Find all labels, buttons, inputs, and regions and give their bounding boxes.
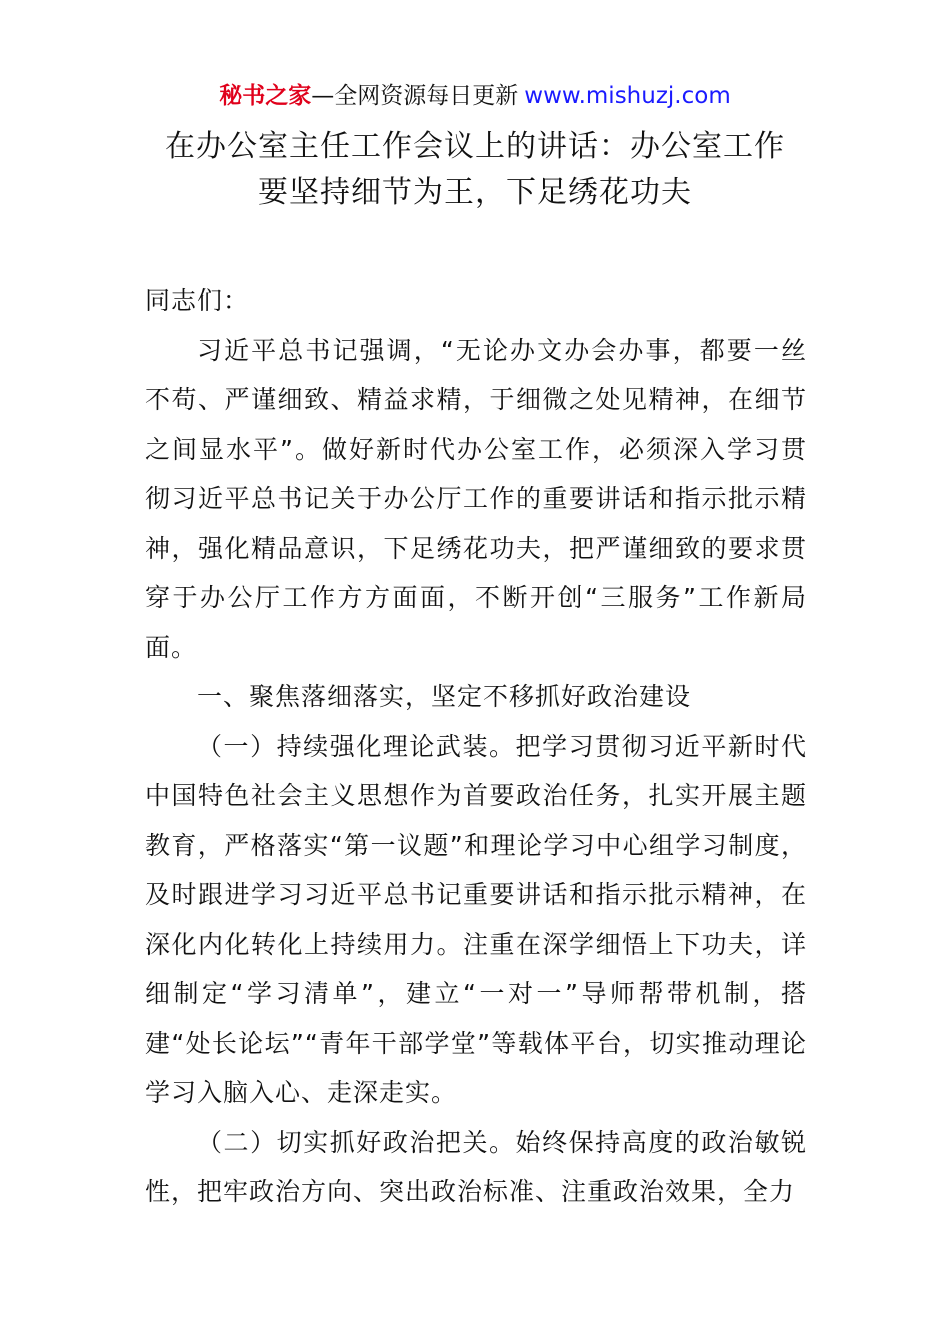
document-body: [145, 276, 807, 1217]
section-heading-1: 一、聚焦落细落实，坚定不移抓好政治建设: [197, 682, 692, 711]
paragraph-political-check: （二）切实抓好政治把关。始终保持高度的政治敏锐性，把牢政治方向、突出政治标准、注重政治效果，全力: [145, 1127, 807, 1206]
banner-tagline: —全网资源每日更新: [311, 83, 519, 109]
site-banner: [0, 80, 950, 112]
document-title: [0, 124, 950, 216]
banner-url-link[interactable]: www.mishuzj.com: [524, 83, 731, 109]
greeting: 同志们：: [145, 286, 250, 315]
title-line-1: 在办公室主任工作会议上的讲话：办公室工作: [165, 129, 785, 164]
title-line-2: 要坚持细节为王，下足绣花功夫: [258, 175, 692, 210]
paragraph-intro: 习近平总书记强调，“无论办文办会办事，都要一丝不苟、严谨细致、精益求精，于细微之处见精神，在细节之间显水平”。做好新时代办公室工作，必须深入学习贯彻习近平总书记关于办公厅工作的重要讲话和指示批示精神，强化精品意识，下足绣花功夫，把严谨细致的要求贯穿于办公厅工作方方面面，不断开创“三服务”工作新局面。: [145, 335, 807, 662]
banner-brand: 秘书之家: [219, 83, 312, 109]
paragraph-theory: （一）持续强化理论武装。把学习贯彻习近平新时代中国特色社会主义思想作为首要政治任务，扎实开展主题教育，严格落实“第一议题”和理论学习中心组学习制度，及时跟进学习习近平总书记重要讲话和指示批示精神，在深化内化转化上持续用力。注重在深学细悟上下功夫，详细制定“学习清单”，建立“一对一”导师帮带机制，搭建“处长论坛”“青年干部学堂”等载体平台，切实推动理论学习入脑入心、走深走实。: [145, 731, 807, 1107]
